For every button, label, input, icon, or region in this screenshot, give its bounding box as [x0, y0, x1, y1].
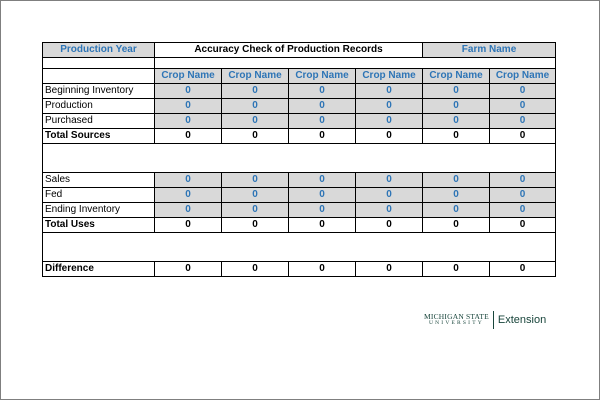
total-cell: 0: [155, 129, 222, 144]
msu-wordmark: [424, 313, 489, 327]
input-cell[interactable]: 0: [222, 173, 289, 188]
table-row: [43, 114, 556, 129]
input-cell[interactable]: 0: [423, 173, 490, 188]
crop-name-5[interactable]: Crop Name: [423, 69, 490, 84]
crop-name-1[interactable]: Crop Name: [155, 69, 222, 84]
corner-cell: [43, 69, 155, 84]
total-cell: 0: [222, 129, 289, 144]
table-row: [43, 188, 556, 203]
row-label: Sales: [43, 173, 155, 188]
input-cell[interactable]: 0: [289, 114, 356, 129]
input-cell[interactable]: 0: [356, 99, 423, 114]
input-cell[interactable]: 0: [289, 84, 356, 99]
total-sources-row: [43, 129, 556, 144]
msu-extension-logo: [424, 310, 546, 330]
total-cell: 0: [289, 129, 356, 144]
total-cell: 0: [289, 218, 356, 233]
total-cell: 0: [423, 129, 490, 144]
sheet-title: Accuracy Check of Production Records: [155, 43, 423, 58]
total-cell: 0: [222, 218, 289, 233]
input-cell[interactable]: 0: [423, 99, 490, 114]
input-cell[interactable]: 0: [155, 84, 222, 99]
crop-name-3[interactable]: Crop Name: [289, 69, 356, 84]
input-cell[interactable]: 0: [222, 99, 289, 114]
input-cell[interactable]: 0: [155, 203, 222, 218]
difference-row: [43, 262, 556, 277]
spacer-row: [43, 233, 556, 262]
crop-name-6[interactable]: Crop Name: [490, 69, 556, 84]
difference-cell: 0: [289, 262, 356, 277]
input-cell[interactable]: 0: [155, 173, 222, 188]
farm-name-cell[interactable]: Farm Name: [423, 43, 556, 58]
row-label: Total Sources: [43, 129, 155, 144]
input-cell[interactable]: 0: [356, 173, 423, 188]
crop-name-2[interactable]: Crop Name: [222, 69, 289, 84]
row-label: Purchased: [43, 114, 155, 129]
input-cell[interactable]: 0: [222, 188, 289, 203]
row-label: Fed: [43, 188, 155, 203]
difference-cell: 0: [490, 262, 556, 277]
crop-name-4[interactable]: Crop Name: [356, 69, 423, 84]
row-label: Difference: [43, 262, 155, 277]
msu-line2: UNIVERSITY: [428, 320, 484, 326]
input-cell[interactable]: 0: [490, 84, 556, 99]
input-cell[interactable]: 0: [356, 84, 423, 99]
table-row: [43, 203, 556, 218]
input-cell[interactable]: 0: [356, 188, 423, 203]
input-cell[interactable]: 0: [289, 203, 356, 218]
total-cell: 0: [155, 218, 222, 233]
difference-cell: 0: [356, 262, 423, 277]
row-label: Ending Inventory: [43, 203, 155, 218]
production-records-table: [42, 42, 556, 277]
extension-label: Extension: [497, 314, 547, 326]
input-cell[interactable]: 0: [423, 114, 490, 129]
total-cell: 0: [356, 129, 423, 144]
input-cell[interactable]: 0: [289, 188, 356, 203]
header-row: [43, 43, 556, 58]
input-cell[interactable]: 0: [222, 114, 289, 129]
spacer-row: [43, 144, 556, 173]
difference-cell: 0: [222, 262, 289, 277]
input-cell[interactable]: 0: [155, 114, 222, 129]
total-cell: 0: [490, 218, 556, 233]
input-cell[interactable]: 0: [289, 99, 356, 114]
input-cell[interactable]: 0: [490, 173, 556, 188]
input-cell[interactable]: 0: [490, 188, 556, 203]
table-row: [43, 173, 556, 188]
input-cell[interactable]: 0: [423, 84, 490, 99]
difference-cell: 0: [423, 262, 490, 277]
production-year-cell[interactable]: Production Year: [43, 43, 155, 58]
table-row: [43, 84, 556, 99]
input-cell[interactable]: 0: [490, 203, 556, 218]
crop-header-row: [43, 69, 556, 84]
row-label: Production: [43, 99, 155, 114]
input-cell[interactable]: 0: [356, 203, 423, 218]
input-cell[interactable]: 0: [490, 99, 556, 114]
input-cell[interactable]: 0: [222, 203, 289, 218]
input-cell[interactable]: 0: [356, 114, 423, 129]
logo-divider: [493, 311, 494, 329]
total-uses-row: [43, 218, 556, 233]
input-cell[interactable]: 0: [155, 188, 222, 203]
input-cell[interactable]: 0: [490, 114, 556, 129]
table-row: [43, 99, 556, 114]
row-label: Total Uses: [43, 218, 155, 233]
row-label: Beginning Inventory: [43, 84, 155, 99]
total-cell: 0: [423, 218, 490, 233]
msu-line1: MICHIGAN STATE: [424, 312, 489, 321]
input-cell[interactable]: 0: [289, 173, 356, 188]
input-cell[interactable]: 0: [423, 188, 490, 203]
gap-row: [43, 58, 556, 69]
total-cell: 0: [490, 129, 556, 144]
input-cell[interactable]: 0: [155, 99, 222, 114]
total-cell: 0: [356, 218, 423, 233]
difference-cell: 0: [155, 262, 222, 277]
input-cell[interactable]: 0: [423, 203, 490, 218]
input-cell[interactable]: 0: [222, 84, 289, 99]
